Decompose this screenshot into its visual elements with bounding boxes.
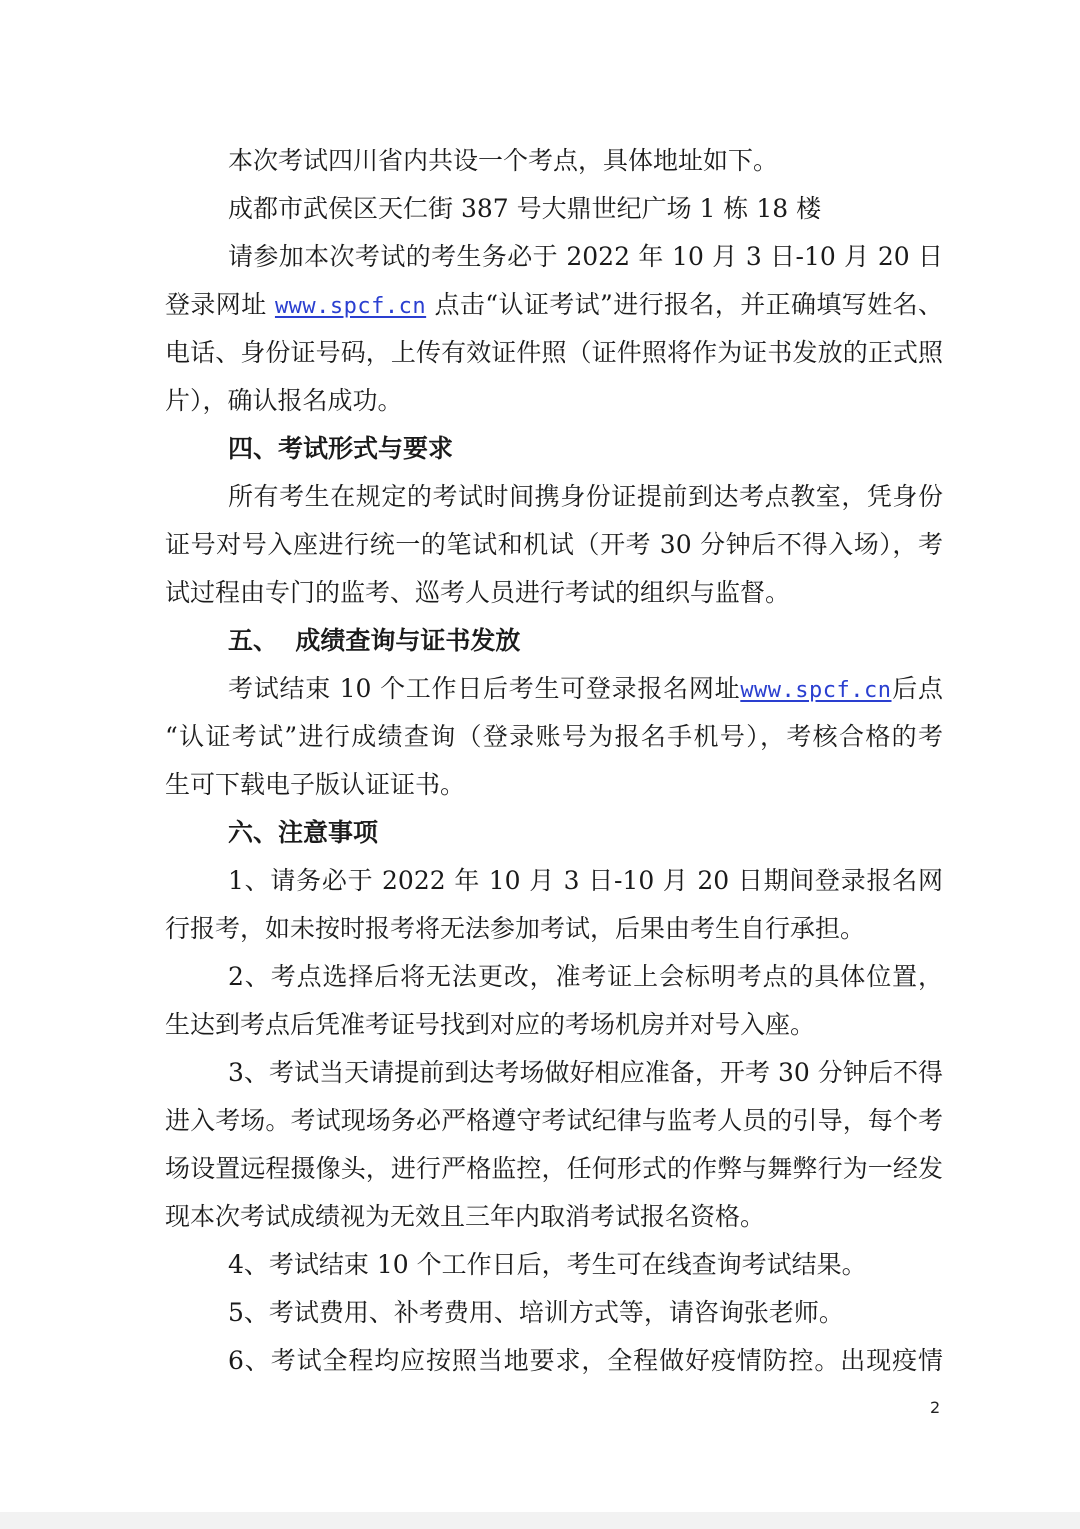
paragraph-line: 5、考试费用、补考费用、培训方式等，请咨询张老师。 [228, 1298, 844, 1327]
section-heading-notes: 六、注意事项 [228, 818, 379, 847]
paragraph-line: 电话、身份证号码，上传有效证件照（证件照将作为证书发放的正式照 [165, 338, 943, 367]
section-heading-results: 五、 成绩查询与证书发放 [228, 626, 521, 655]
paragraph-line: 片），确认报名成功。 [165, 386, 403, 415]
paragraph-line: 生可下载电子版认证证书。 [165, 770, 466, 799]
page-number: 2 [930, 1398, 941, 1417]
paragraph-line: 试过程由专门的监考、巡考人员进行考试的组织与监督。 [165, 578, 791, 607]
paragraph-line: 请参加本次考试的考生务必于 2022 年 10 月 3 日-10 月 20 日 [228, 242, 943, 271]
paragraph-line: 现本次考试成绩视为无效且三年内取消考试报名资格。 [165, 1202, 766, 1231]
website-link[interactable]: www.spcf.cn [274, 294, 427, 319]
paragraph-line [165, 287, 943, 323]
paragraph-line: 行报考，如未按时报考将无法参加考试，后果由考生自行承担。 [165, 914, 866, 943]
paragraph-line: 所有考生在规定的考试时间携身份证提前到达考点教室，凭身份 [228, 482, 943, 511]
paragraph-line [228, 671, 943, 707]
paragraph-line: 证号对号入座进行统一的笔试和机试（开考 30 分钟后不得入场），考 [165, 530, 943, 559]
line-text: 点击“认证考试”进行报名，并正确填写姓名、 [426, 290, 943, 319]
paragraph-line: 4、考试结束 10 个工作日后，考生可在线查询考试结果。 [228, 1250, 867, 1279]
line-text: 考试结束 10 个工作日后考生可登录报名网址 [228, 674, 741, 703]
paragraph-line: 2、考点选择后将无法更改，准考证上会标明考点的具体位置， [228, 962, 943, 991]
viewer-bottom-bar [0, 1512, 1080, 1529]
paragraph-line: 1、请务必于 2022 年 10 月 3 日-10 月 20 日期间登录报名网 [228, 866, 943, 895]
line-text: 后点 [891, 674, 943, 703]
line-text: 登录网址 [165, 290, 275, 319]
section-heading-exam-format: 四、考试形式与要求 [228, 434, 454, 463]
paragraph-line: 6、考试全程均应按照当地要求，全程做好疫情防控。出现疫情 [228, 1346, 943, 1375]
paragraph-line: 场设置远程摄像头，进行严格监控，任何形式的作弊与舞弊行为一经发 [165, 1154, 943, 1183]
paragraph-line: 进入考场。考试现场务必严格遵守考试纪律与监考人员的引导，每个考 [165, 1106, 943, 1135]
paragraph-line: 生达到考点后凭准考证号找到对应的考场机房并对号入座。 [165, 1010, 816, 1039]
paragraph-line: “认证考试”进行成绩查询（登录账号为报名手机号），考核合格的考 [165, 722, 943, 751]
website-link[interactable]: www.spcf.cn [740, 678, 892, 703]
paragraph-line: 本次考试四川省内共设一个考点，具体地址如下。 [228, 146, 779, 175]
paragraph-line: 3、考试当天请提前到达考场做好相应准备，开考 30 分钟后不得 [228, 1058, 943, 1087]
paragraph-line: 成都市武侯区天仁街 387 号大鼎世纪广场 1 栋 18 楼 [228, 194, 822, 223]
